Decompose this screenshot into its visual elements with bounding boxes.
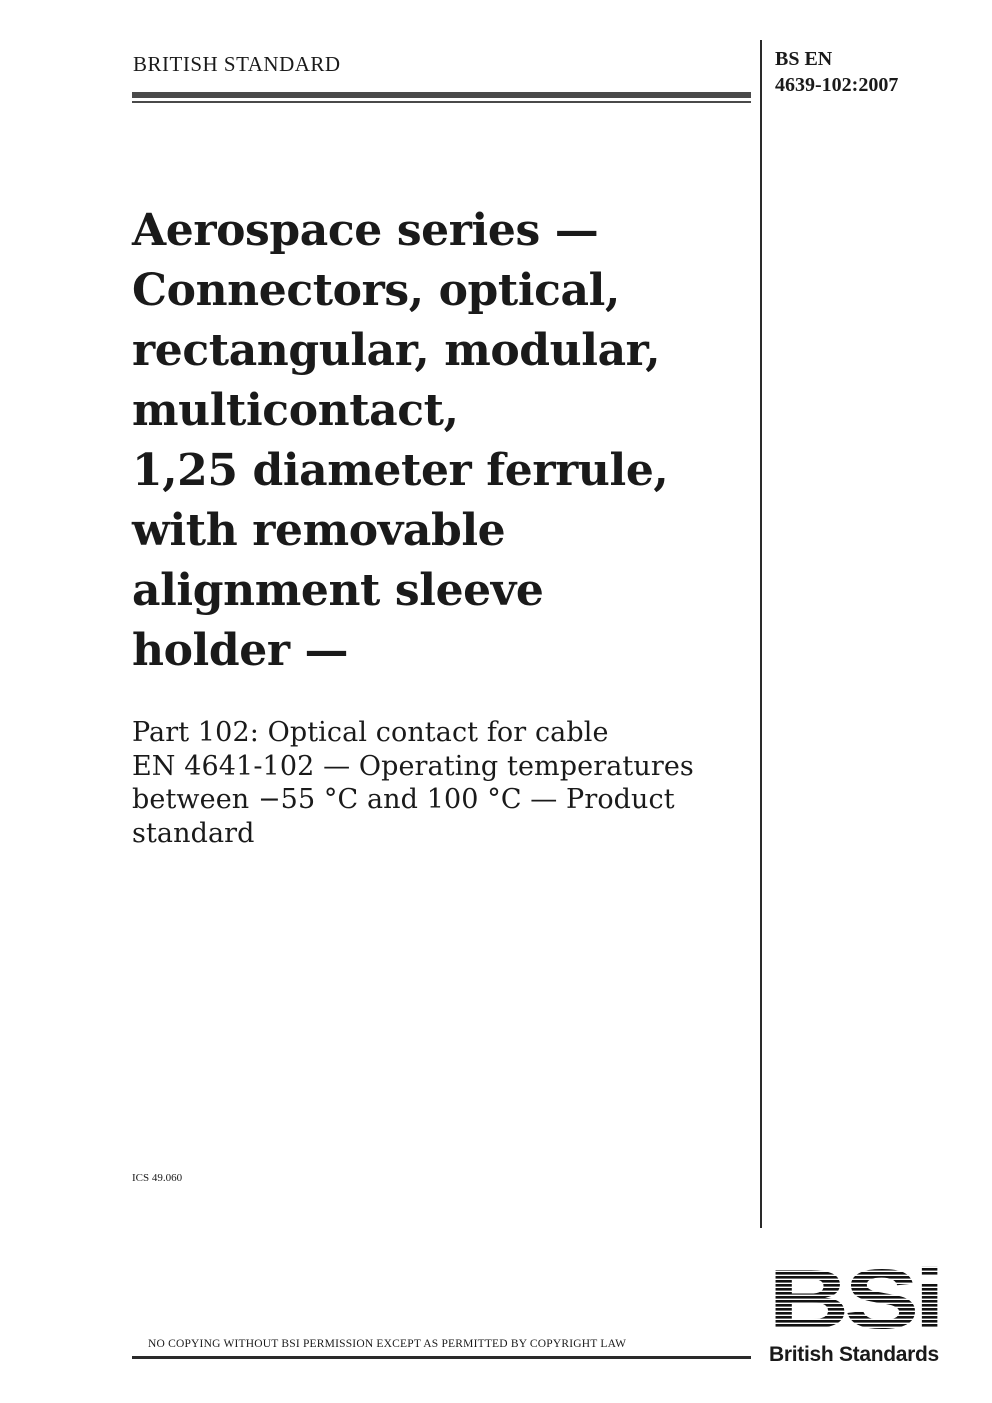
title-line: 1,25 diameter ferrule, [132, 445, 669, 496]
standard-number-line-1: BS EN [775, 48, 833, 70]
series-label: BRITISH STANDARD [133, 52, 341, 76]
title-line: multicontact, [132, 385, 459, 436]
standard-number-line-2: 4639-102:2007 [775, 74, 899, 96]
title-line: with removable [132, 505, 506, 556]
ics-code: ICS 49.060 [132, 1172, 183, 1184]
standard-number [775, 46, 898, 98]
document-subtitle [132, 716, 752, 850]
bsi-logo [768, 1264, 944, 1330]
title-line: Aerospace series — [132, 205, 599, 256]
header-rule-thin [132, 101, 751, 103]
title-line: rectangular, modular, [132, 325, 661, 376]
bsi-logo-mark: BSi [768, 1264, 940, 1330]
subtitle-line: Part 102: Optical contact for cable [132, 717, 609, 748]
title-line: holder — [132, 625, 349, 676]
document-title [132, 201, 742, 681]
subtitle-line: between −55 °C and 100 °C — Product [132, 784, 675, 815]
subtitle-line: EN 4641-102 — Operating temperatures [132, 750, 694, 782]
title-line: Connectors, optical, [132, 265, 620, 316]
bsi-logo-caption: British Standards [769, 1343, 939, 1366]
title-line: alignment sleeve [132, 565, 544, 616]
header-rule-thick [132, 92, 751, 98]
copyright-notice: NO COPYING WITHOUT BSI PERMISSION EXCEPT AS PERMITTED BY COPYRIGHT LAW [148, 1338, 627, 1350]
vertical-divider [760, 40, 762, 1228]
subtitle-line: standard [132, 817, 255, 849]
footer-rule [132, 1356, 751, 1359]
